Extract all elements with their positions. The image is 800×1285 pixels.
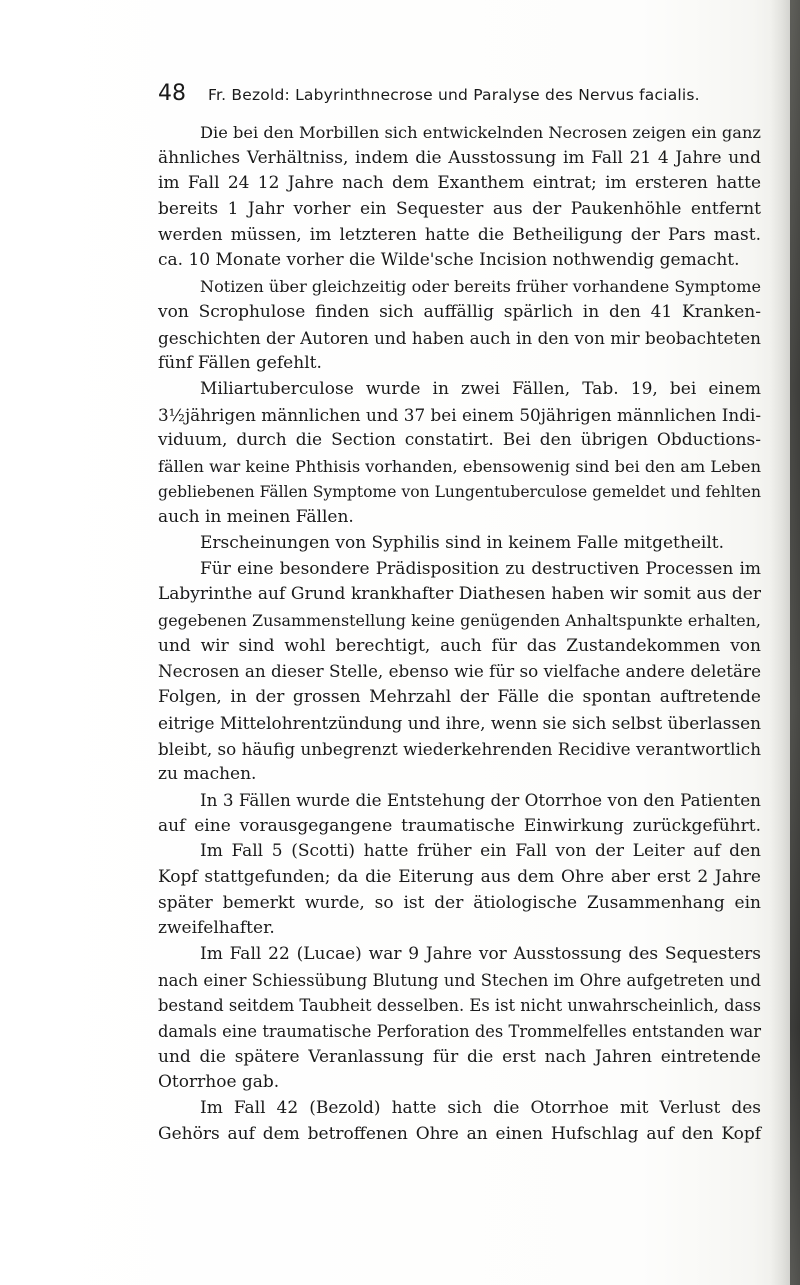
text-line: fällen war keine Phthisis vorhanden, ebensowenig sind bei den am Leben <box>158 456 761 476</box>
text-line: auch in meinen Fällen. <box>158 507 354 528</box>
text-line: von Scrophulose finden sich auffällig spärlich in den 41 Kranken- <box>158 301 761 322</box>
text-line: Im Fall 42 (Bezold) hatte sich die Otorrhoe mit Verlust des <box>200 1098 761 1119</box>
text-line: bereits 1 Jahr vorher ein Sequester aus der Paukenhöhle entfernt <box>158 199 761 220</box>
text-line: Im Fall 5 (Scotti) hatte früher ein Fall von der Leiter auf den <box>200 841 761 862</box>
text-line: auf eine vorausgegangene traumatische Einwirkung zurückgeführt. <box>158 815 761 836</box>
text-line: nach einer Schiessübung Blutung und Stechen im Ohre aufgetreten und <box>158 970 761 990</box>
text-line: viduum, durch die Section constatirt. Bei den übrigen Obductions- <box>158 430 761 451</box>
text-line: eitrige Mittelohrentzündung und ihre, wenn sie sich selbst überlassen <box>158 712 761 733</box>
text-line: und die spätere Veranlassung für die erst nach Jahren eintretende <box>158 1046 761 1067</box>
text-line: Labyrinthe auf Grund krankhafter Diathesen haben wir somit aus der <box>158 584 761 605</box>
text-line: ca. 10 Monate vorher die Wilde'sche Incision nothwendig gemacht. <box>158 250 740 271</box>
text-line: gegebenen Zusammenstellung keine genügenden Anhaltspunkte erhalten, <box>158 611 761 631</box>
text-line: werden müssen, im letzteren hatte die Betheiligung der Pars mast. <box>158 224 761 245</box>
text-line: gebliebenen Fällen Symptome von Lungentuberculose gemeldet und fehlten <box>158 482 761 501</box>
page-number: 48 <box>158 81 186 106</box>
text-line: im Fall 24 12 Jahre nach dem Exanthem eintrat; im ersteren hatte <box>158 173 761 194</box>
text-line: Die bei den Morbillen sich entwickelnden Necrosen zeigen ein ganz <box>200 123 761 142</box>
text-line: Gehörs auf dem betroffenen Ohre an einen Hufschlag auf den Kopf <box>158 1123 761 1144</box>
text-line: ähnliches Verhältniss, indem die Ausstossung im Fall 21 4 Jahre und <box>158 147 761 168</box>
text-line: Erscheinungen von Syphilis sind in keinem Falle mitgetheilt. <box>200 533 724 553</box>
text-line: zweifelhafter. <box>158 918 275 939</box>
page-binding-edge <box>790 0 800 1285</box>
text-line: und wir sind wohl berechtigt, auch für das Zustandekommen von <box>158 635 761 656</box>
text-line: Für eine besondere Prädisposition zu destructiven Processen im <box>200 558 761 579</box>
text-line: fünf Fällen gefehlt. <box>158 353 322 374</box>
text-line: 3½jährigen männlichen und 37 bei einem 50jährigen männlichen Indi- <box>158 404 761 425</box>
text-line: damals eine traumatische Perforation des Trommelfelles entstanden war <box>158 1022 761 1042</box>
text-line: geschichten der Autoren und haben auch in den von mir beobachteten <box>158 327 761 348</box>
text-line: Notizen über gleichzeitig oder bereits früher vorhandene Symptome <box>200 277 761 297</box>
text-line: Im Fall 22 (Lucae) war 9 Jahre vor Ausstossung des Sequesters <box>200 944 761 964</box>
header-author: Fr. Bezold: <box>208 86 290 104</box>
text-line: Miliartuberculose wurde in zwei Fällen, Tab. 19, bei einem <box>200 378 761 399</box>
header-title: Labyrinthnecrose und Paralyse des Nervus facialis. <box>295 86 700 104</box>
text-line: später bemerkt wurde, so ist der ätiologische Zusammenhang ein <box>158 892 761 913</box>
running-header <box>208 86 700 104</box>
text-line: zu machen. <box>158 764 257 785</box>
body-text <box>158 120 761 1148</box>
text-line: Folgen, in der grossen Mehrzahl der Fälle die spontan auftretende <box>158 687 761 708</box>
text-line: Otorrhoe gab. <box>158 1072 280 1093</box>
text-line: bestand seitdem Taubheit desselben. Es ist nicht unwahrscheinlich, dass <box>158 996 761 1016</box>
text-line: Necrosen an dieser Stelle, ebenso wie für so vielfache andere deletäre <box>158 661 761 682</box>
text-line: Kopf stattgefunden; da die Eiterung aus dem Ohre aber erst 2 Jahre <box>158 866 761 887</box>
text-line: In 3 Fällen wurde die Entstehung der Otorrhoe von den Patienten <box>200 789 761 810</box>
text-line: bleibt, so häufig unbegrenzt wiederkehrenden Recidive verantwortlich <box>158 738 761 759</box>
